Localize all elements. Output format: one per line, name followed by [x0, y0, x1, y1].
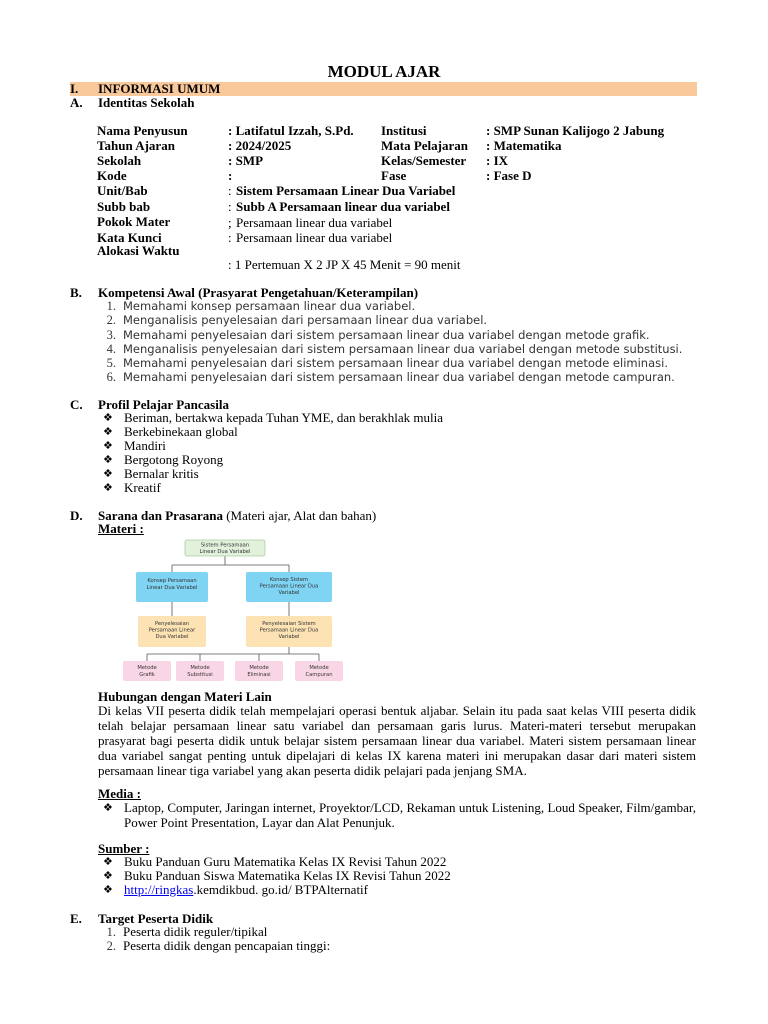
diagram-node-metode-substitusi — [176, 661, 224, 681]
diagram-root-line2: Linear Dua Variabel — [199, 549, 251, 555]
diagram-node-metode-campuran — [295, 661, 343, 681]
diamond-bullet-icon: ❖ — [103, 439, 113, 452]
identity-colon: : — [228, 183, 232, 198]
identity-value: Persamaan linear dua variabel — [236, 230, 393, 245]
diagram-l3b-line1: Penyelesaian Sistem — [262, 621, 316, 627]
identity-colon: ; — [228, 215, 232, 230]
identity-value: Subb A Persamaan linear dua variabel — [236, 199, 450, 214]
diamond-bullet-icon: ❖ — [103, 425, 113, 438]
identity-value: Persamaan linear dua variabel — [236, 215, 393, 230]
diamond-bullet-icon: ❖ — [103, 411, 113, 424]
diagram-l4d-line2: Campuran — [305, 672, 333, 678]
document-page: MODUL AJAR I. INFORMASI UMUM A. Identitas Sekolah Nama Penyusun : Latifatul Izzah, S.Pd. Institusi : SMP Sunan Kalijogo 2 Jabung Tahun Ajaran : 2024/2025 Mata Pelajaran : Matematika Sekolah : SMP Kelas/Semester : IX Kode : Fase : Fase D Unit/Bab : Sistem Persamaan Linear Dua Variabel Subb bab : Subb A Persamaan linear dua variabel Pokok Mater ; Persamaan linear dua variabel Kata Kunci : Persamaan linear dua variabel Alokasi Waktu : 1 Pertemuan X 2 JP X 45 Menit = 90 menit B. Kompetensi Awal (Prasyarat Pengetahuan/Keterampilan) 1. Memahami konsep persamaan linear dua variabel. 2. Menganalisis penyelesaian dari persamaan linear dua variabel. 3. Memahami penyelesaian dari sistem persamaan linear dua variabel dengan metode grafik. 4. Menganalisis penyelesaian dari sistem persamaan linear dua variabel dengan metode substitusi. 5. Memahami penyelesaian dari sistem persamaan linear dua variabel dengan metode eliminasi. 6. Memahami penyelesaian dari sistem persamaan linear dua variabel dengan metode campuran. C. Profil Pelajar Pancasila ❖ Beriman, bertakwa kepada Tuhan YME, dan berakhlak mulia ❖ Berkebinekaan global ❖ Mandiri ❖ Bergotong Royong ❖ Bernalar kritis ❖ Kreatif D. Sarana dan Prasarana (Materi ajar, Alat dan bahan) Materi : Sistem Persamaan Linear Dua Variabel Konsep Persamaan Linear Dua Variabel Konsep Sistem Persamaan Linear Dua Variabel Penyelesaian Persamaan Linear Dua Variabel Penyelesaian Sistem Persamaan Linear Dua Variabel Metode Grafik Metode Substitusi Metode Eliminasi Metode Campuran Hubungan dengan Materi Lain Di kelas VII peserta didik telah mempelajari operasi bentuk aljabar. Selain itu pada saat kelas VIII peserta didik telah belajar persamaan linear satu variabel dan persamaan garis lurus. Materi-materi tersebut merupakan prasyarat bagi peserta didik untuk belajar sistem persamaan linear dua variabel. Materi sistem persamaan linear dua variabel sangat penting untuk dipelajari di kelas IX karena materi ini merupakan dasar dari materi sistem persamaan linear tiga variabel yang akan peserta didik pelajari pada jenjang SMA. Media : ❖ Laptop, Computer, Jaringan internet, Proyektor/LCD, Rekaman untuk Listening, Loud Speaker, Film/gambar, Power Point Presentation, Layar dan Alat Penunjuk. Sumber : ❖ Buku Panduan Guru Matematika Kelas IX Revisi Tahun 2022 ❖ Buku Panduan Siswa Matematika Kelas IX Revisi Tahun 2022 ❖ http://ringkas.kemdikbud. go.id/ BTPAlternatif E. Target Peserta Didik 1. Peserta didik reguler/tipikal 2. Peserta didik dengan pencapaian tinggi: — [0, 0, 768, 1024]
diagram-node-metode-grafik — [123, 661, 171, 681]
subsection-letter: B. — [70, 285, 82, 300]
identity-value: : Latifatul Izzah, S.Pd. — [228, 123, 354, 138]
identity-label: Subb bab — [97, 199, 151, 214]
hubungan-title: Hubungan dengan Materi Lain — [98, 689, 272, 704]
subsection-title: Kompetensi Awal (Prasyarat Pengetahuan/Keterampilan) — [98, 285, 419, 300]
identity-label: Pokok Mater — [97, 214, 171, 229]
identity-value: : SMP Sunan Kalijogo 2 Jabung — [486, 123, 665, 138]
identity-label: Unit/Bab — [97, 183, 148, 198]
identity-label: Nama Penyusun — [97, 123, 188, 138]
subsection-letter: C. — [70, 397, 83, 412]
identity-label: Institusi — [381, 123, 427, 138]
identity-label: Kata Kunci — [97, 230, 162, 245]
diagram-node-penyelesaian-spldv — [246, 616, 332, 647]
hubungan-paragraph: Di kelas VII peserta didik telah mempelajari operasi bentuk aljabar. Selain itu pada saat kelas VIII peserta didik telah belajar persamaan linear satu variabel dan persamaan garis lurus. Materi-materi tersebut merupakan prasyarat bagi peserta didik untuk belajar sistem persamaan linear dua variabel. Materi sistem persamaan linear dua variabel sangat penting untuk dipelajari di kelas IX karena materi ini merupakan dasar dari materi sistem persamaan linear tiga variabel yang akan peserta didik pelajari pada jenjang SMA. — [98, 703, 696, 778]
diagram-l2a-line1: Konsep Persamaan — [147, 578, 197, 584]
diamond-bullet-icon: ❖ — [103, 869, 113, 882]
diagram-l3b-line3: Variabel — [278, 634, 300, 640]
identity-value: : IX — [486, 153, 509, 168]
materi-label: Materi : — [98, 521, 144, 536]
diagram-l3a-line1: Penyelesaian — [154, 621, 190, 627]
section-number: I. — [70, 81, 79, 96]
identity-value: : 2024/2025 — [228, 138, 292, 153]
diagram-l2b-line1: Konsep Sistem — [269, 577, 309, 583]
identity-label: Sekolah — [97, 153, 142, 168]
subsection-title: Profil Pelajar Pancasila — [98, 397, 229, 412]
diamond-bullet-icon: ❖ — [103, 855, 113, 868]
diamond-bullet-icon: ❖ — [103, 481, 113, 494]
identity-colon: : — [228, 199, 232, 214]
subsection-letter: D. — [70, 508, 83, 523]
subsection-title: Identitas Sekolah — [98, 95, 195, 110]
identity-value: : Fase D — [486, 168, 532, 183]
diagram-node-konsep-spldv — [246, 572, 332, 602]
subsection-letter: A. — [70, 95, 83, 110]
diagram-l4b-line2: Substitusi — [187, 672, 213, 678]
identity-label: Tahun Ajaran — [97, 138, 175, 153]
diamond-bullet-icon: ❖ — [103, 467, 113, 480]
diamond-bullet-icon: ❖ — [103, 453, 113, 466]
media-label: Media : — [98, 786, 141, 801]
diamond-bullet-icon: ❖ — [103, 883, 113, 896]
identity-label: Alokasi Waktu — [97, 243, 180, 258]
diagram-node-metode-eliminasi — [235, 661, 283, 681]
identity-label: Kelas/Semester — [381, 153, 467, 168]
diagram-node-penyelesaian-pldv — [138, 616, 206, 647]
diagram-l2a-line2: Linear Dua Variabel — [146, 585, 198, 591]
diagram-l3b-line2: Persamaan Linear Dua — [259, 627, 319, 634]
diagram-node-konsep-pldv — [136, 572, 208, 602]
identity-value: : — [228, 168, 233, 183]
subsection-letter: E. — [70, 911, 82, 926]
diagram-l3a-line3: Dua Variabel — [155, 634, 189, 640]
identity-value: : Matematika — [486, 138, 562, 153]
diamond-bullet-icon: ❖ — [103, 801, 113, 814]
identity-label: Kode — [97, 168, 127, 183]
diagram-l4b-line1: Metode — [190, 665, 210, 671]
diagram-root-node — [185, 540, 265, 556]
subsection-title: Sarana dan Prasarana (Materi ajar, Alat dan bahan) — [98, 508, 377, 523]
diagram-l4a-line1: Metode — [137, 665, 157, 671]
identity-colon: : — [228, 230, 232, 245]
identity-label: Fase — [381, 168, 407, 183]
sumber-link[interactable]: http://ringkas — [124, 882, 194, 897]
identity-value: Sistem Persamaan Linear Dua Variabel — [236, 183, 456, 198]
identity-label: Mata Pelajaran — [381, 138, 469, 153]
diagram-l4a-line2: Grafik — [139, 672, 155, 678]
diagram-l4c-line1: Metode — [249, 665, 269, 671]
subsection-title: Target Peserta Didik — [98, 911, 214, 926]
section-title: INFORMASI UMUM — [98, 81, 221, 96]
diagram-l4d-line1: Metode — [309, 665, 329, 671]
alokasi-value: : 1 Pertemuan X 2 JP X 45 Menit = 90 menit — [228, 257, 461, 272]
diagram-root-line1: Sistem Persamaan — [200, 542, 250, 549]
list-item: ❖ Laptop, Computer, Jaringan internet, Proyektor/LCD, Rekaman untuk Listening, Loud Speaker, Film/gambar, Power Point Presentation, Layar dan Alat Penunjuk. — [103, 800, 696, 830]
concept-map-diagram — [108, 534, 348, 684]
sumber-link-rest: .kemdikbud. go.id/ BTPAlternatif — [193, 882, 368, 897]
sumber-label: Sumber : — [98, 841, 150, 856]
diagram-l3a-line2: Persamaan Linear — [148, 627, 196, 634]
identity-value: : SMP — [228, 153, 264, 168]
media-list — [103, 800, 696, 830]
diagram-l4c-line2: Eliminasi — [247, 672, 271, 678]
diagram-l2b-line3: Variabel — [278, 590, 300, 596]
document-title: MODUL AJAR — [327, 62, 441, 81]
diagram-l2b-line2: Persamaan Linear Dua — [259, 583, 319, 590]
